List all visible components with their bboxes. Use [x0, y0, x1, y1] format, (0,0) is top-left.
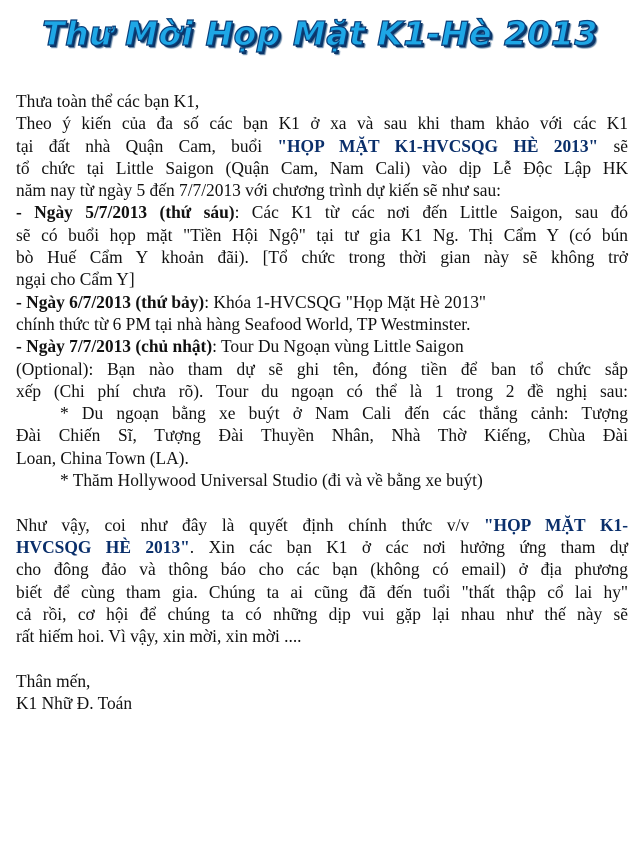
schedule-line: sẽ có buổi họp mặt "Tiền Hội Ngộ" tại tư gia K1 Ng. Thị Cẩm Y (có bún: [16, 224, 628, 245]
closing-line: Như vậy, coi như đây là quyết định chính thức v/v "HỌP MẶT K1-: [16, 514, 629, 535]
schedule-line: bò Huế Cẩm Y khoản đãi). [Tổ chức trong thời gian này sẽ không trở: [16, 247, 628, 268]
closing-line: cả rồi, cơ hội để chúng ta có những dịp vui gặp lại nhau như thế này sẽ: [16, 603, 628, 624]
closing-line: biết để cùng tham gia. Chúng ta ai cũng đã đến tuổi "thất thập cổ lai hy": [16, 581, 628, 602]
schedule-line: chính thức từ 6 PM tại nhà hàng Seafood World, TP Westminster.: [16, 313, 471, 334]
page-title: Thư Mời Họp Mặt K1-Hè 2013: [42, 14, 598, 53]
letter-body: [16, 90, 628, 714]
tour-option-1: * Du ngoạn bằng xe buýt ở Nam Cali đến các thắng cảnh: Tượng: [60, 403, 628, 424]
day-label: - Ngày 6/7/2013 (thứ bảy): [16, 291, 205, 312]
tour-option-line: Đài Chiến Sĩ, Tượng Đài Thuyền Nhân, Nhà Thờ Kiếng, Chùa Đài: [16, 425, 628, 446]
intro-line: tổ chức tại Little Saigon (Quận Cam, Nam Cali) vào dịp Lễ Độc Lập HK: [16, 157, 628, 178]
event-name: HVCSQG HÈ 2013": [16, 536, 190, 557]
day-label: - Ngày 5/7/2013 (thứ sáu): [16, 202, 235, 223]
schedule-day-2: - Ngày 6/7/2013 (thứ bảy): Khóa 1-HVCSQG "Họp Mặt Hè 2013": [16, 291, 487, 312]
intro-line: Theo ý kiến của đa số các bạn K1 ở xa và sau khi tham khảo với các K1: [16, 113, 628, 134]
event-name: "HỌP MẶT K1-HVCSQG HÈ 2013": [277, 135, 599, 156]
paragraph-gap: [16, 647, 628, 669]
schedule-day-1: - Ngày 5/7/2013 (thứ sáu): Các K1 từ các nơi đến Little Saigon, sau đó: [16, 202, 628, 223]
signature: K1 Nhữ Đ. Toán: [16, 693, 133, 714]
sign-off: Thân mến,: [16, 670, 91, 691]
intro-line: tại đất nhà Quận Cam, buổi "HỌP MẶT K1-HVCSQG HÈ 2013" sẽ: [16, 135, 628, 156]
day-label: - Ngày 7/7/2013 (chủ nhật): [16, 336, 213, 357]
closing-line: HVCSQG HÈ 2013". Xin các bạn K1 ở các nơi hưởng ứng tham dự: [16, 536, 628, 557]
schedule-day-3: - Ngày 7/7/2013 (chủ nhật): Tour Du Ngoạn vùng Little Saigon: [16, 336, 464, 357]
salutation: Thưa toàn thể các bạn K1,: [16, 91, 200, 111]
schedule-line: xếp (Chi phí chưa rõ). Tour du ngoạn có thể là 1 trong 2 đề nghị sau:: [16, 380, 628, 401]
intro-line: năm nay từ ngày 5 đến 7/7/2013 với chương trình dự kiến sẽ như sau:: [16, 180, 501, 201]
tour-option-2: * Thăm Hollywood Universal Studio (đi và về bằng xe buýt): [60, 470, 483, 491]
event-name: "HỌP MẶT K1-: [483, 514, 629, 535]
schedule-line: ngại cho Cẩm Y]: [16, 269, 135, 290]
closing-line: rất hiếm hoi. Vì vậy, xin mời, xin mời ....: [16, 626, 302, 647]
paragraph-gap: [16, 491, 628, 513]
schedule-line: (Optional): Bạn nào tham dự sẽ ghi tên, đóng tiền để ban tổ chức sắp: [16, 358, 628, 379]
tour-option-line: Loan, China Town (LA).: [16, 447, 189, 468]
closing-line: cho đông đảo và thông báo cho các bạn (không có email) ở địa phương: [16, 559, 628, 580]
